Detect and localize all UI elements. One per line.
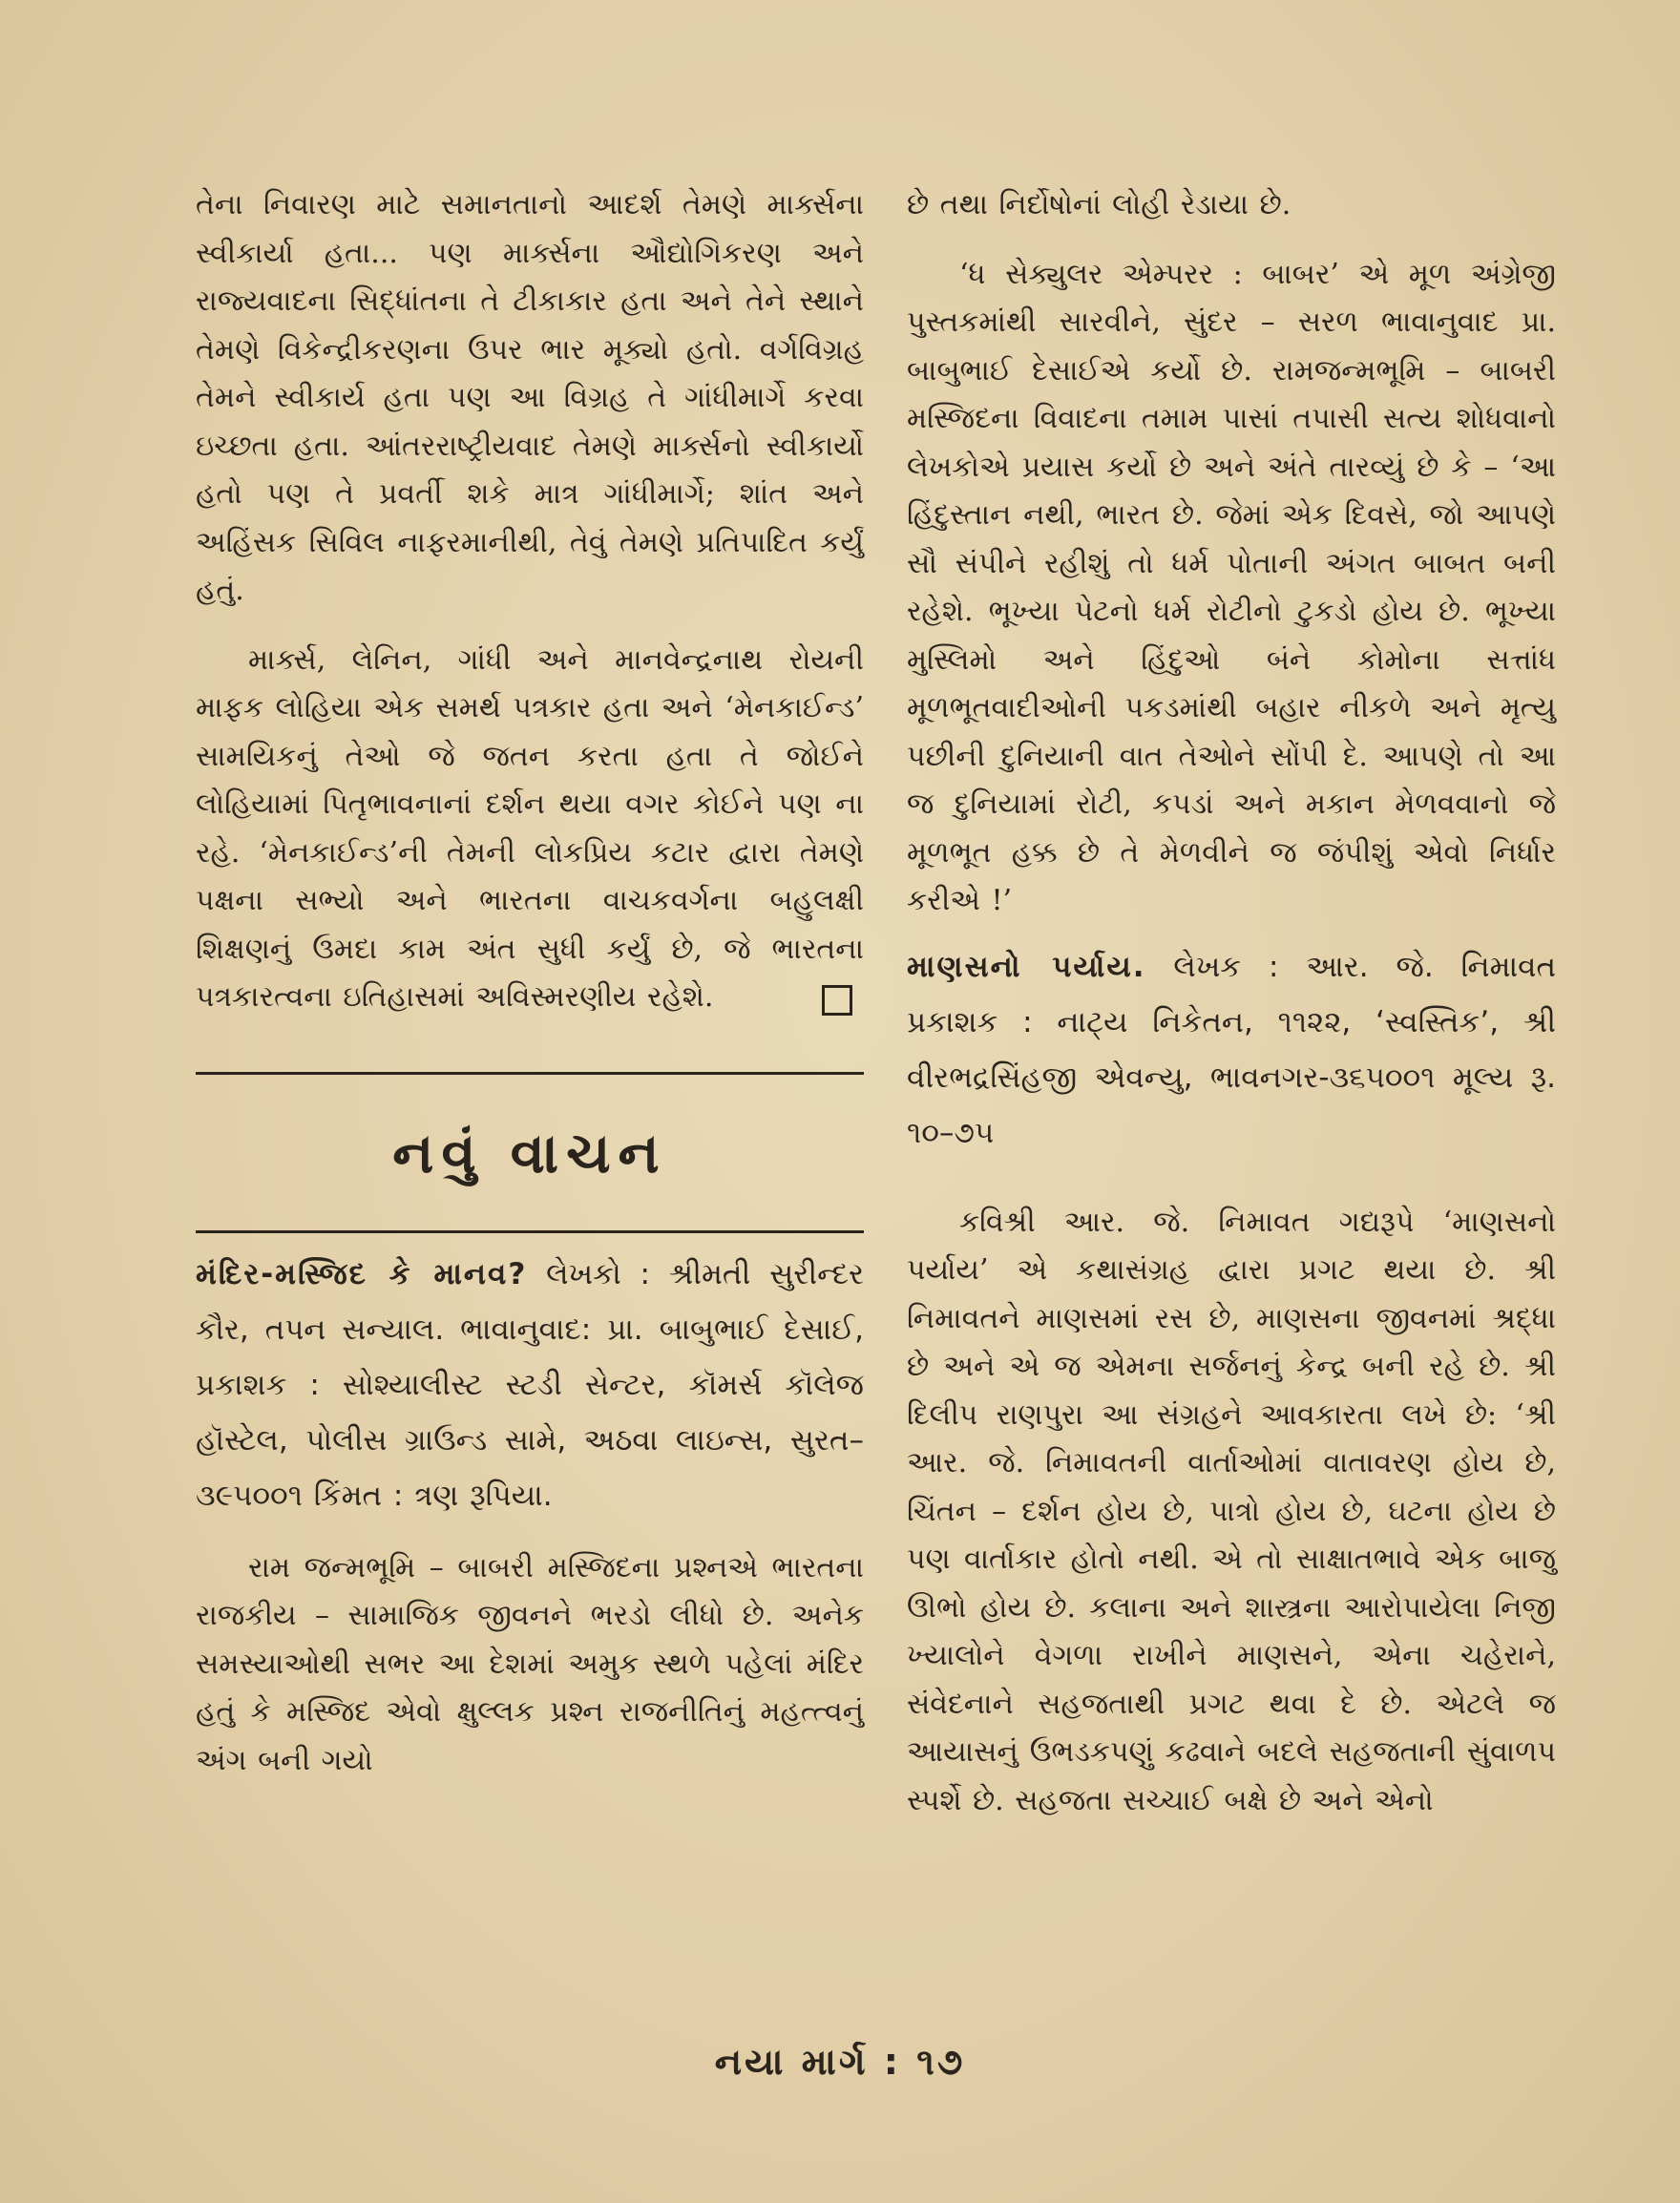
right-paragraph-1: છે તથા નિર્દોષોનાં લોહી રેડાયા છે.: [907, 188, 1292, 221]
left-paragraph-1: તેના નિવારણ માટે સમાનતાનો આદર્શ તેમણે માર્ક્સના સ્વીકાર્યા હતા... પણ માર્ક્સના ઔદ્યોગિકરણ અને રાજ્યવાદના સિદ્ધાંતના તે ટીકાકાર હતા અને તેને સ્થાને તેમણે વિકેન્દ્રીકરણના ઉપર ભાર મૂક્યો હતો. વર્ગવિગ્રહ તેમને સ્વીકાર્ય હતા પણ આ વિગ્રહ તે ગાંધીમાર્ગે કરવા ઇચ્છતા હતા. આંતરરાષ્ટ્રીયવાદ તેમણે માર્ક્સનો સ્વીકાર્યો હતો પણ તે પ્રવર્તી શકે માત્ર ગાંધીમાર્ગે; શાંત અને અહિંસક સિવિલ નાફરમાનીથી, તેવું તેમણે પ્રતિપાદિત કર્યું હતું.: [196, 188, 864, 607]
book-entry-2: [907, 939, 1556, 1161]
left-column: [196, 181, 864, 1785]
section-title: નવું વાચન: [392, 1120, 667, 1185]
end-of-article-mark: [822, 985, 852, 1016]
left-paragraph-3: રામ જન્મભૂમિ – બાબરી મસ્જિદના પ્રશ્નએ ભારતના રાજકીય – સામાજિક જીવનને ભરડો લીધો છે. અનેક સમસ્યાઓથી સભર આ દેશમાં અમુક સ્થળે પહેલાં મંદિર હતું કે મસ્જિદ એવો ક્ષુલ્લક પ્રશ્ન રાજનીતિનું મહત્ત્વનું અંગ બની ગયો: [196, 1550, 864, 1777]
book-2-title: માણસનો પર્યાય.: [907, 949, 1146, 984]
book-1-title: મંદિર-મસ્જિદ કે માનવ?: [196, 1256, 528, 1291]
right-paragraph-2: ‘ધ સેક્યુલર એમ્પરર : બાબર’ એ મૂળ અંગ્રેજી પુસ્તકમાંથી સારવીને, સુંદર – સરળ ભાવાનુવાદ પ્રા. બાબુભાઈ દેસાઈએ કર્યો છે. રામજન્મભૂમિ – બાબરી મસ્જિદના વિવાદના તમામ પાસાં તપાસી સત્ય શોધવાનો લેખકોએ પ્રયાસ કર્યો છે અને અંતે તારવ્યું છે કે – ‘આ હિંદુસ્તાન નથી, ભારત છે. જેમાં એક દિવસે, જો આપણે સૌ સંપીને રહીશું તો ધર્મ પોતાની અંગત બાબત બની રહેશે. ભૂખ્યા પેટનો ધર્મ રોટીનો ટુકડો હોય છે. ભૂખ્યા મુસ્લિમો અને હિંદુઓ બંને કોમોના સત્તાંધ મૂળભૂતવાદીઓની પકડમાંથી બહાર નીકળે અને મૃત્યુ પછીની દુનિયાની વાત તેઓને સોંપી દે. આપણે તો આ જ દુનિયામાં રોટી, કપડાં અને મકાન મેળવવાનો જે મૂળભૂત હક્ક છે તે મેળવીને જ જંપીશું એવો નિર્ધાર કરીએ !’: [907, 257, 1556, 917]
left-paragraph-2: [196, 637, 864, 1022]
book-entry-1: [196, 1247, 864, 1523]
right-paragraph-3: કવિશ્રી આર. જે. નિમાવત ગદ્યરૂપે ‘માણસનો પર્યાય’ એ કથાસંગ્રહ દ્વારા પ્રગટ થયા છે. શ્રી નિમાવતને માણસમાં રસ છે, માણસના જીવનમાં શ્રદ્ધા છે અને એ જ એમના સર્જનનું કેન્દ્ર બની રહે છે. શ્રી દિલીપ રાણપુરા આ સંગ્રહને આવકારતા લખે છે: ‘શ્રી આર. જે. નિમાવતની વાર્તાઓમાં વાતાવરણ હોય છે, ચિંતન – દર્શન હોય છે, પાત્રો હોય છે, ઘટના હોય છે પણ વાર્તાકાર હોતો નથી. એ તો સાક્ષાતભાવે એક બાજુ ઊભો હોય છે. કલાના અને શાસ્ત્રના આરોપાયેલા નિજી ખ્યાલોને વેગળા રાખીને માણસને, એના ચહેરાને, સંવેદનાને સહજતાથી પ્રગટ થવા દે છે. એટલે જ આયાસનું ઉભડકપણું કઢવાને બદલે સહજતાની સુંવાળપ સ્પર્શે છે. સહજતા સચ્ચાઈ બક્ષે છે અને એનો: [907, 1205, 1556, 1817]
book-1-details: લેખકો : શ્રીમતી સુરીન્દર કૌર, તપન સન્યાલ. ભાવાનુવાદ: પ્રા. બાબુભાઈ દેસાઈ, પ્રકાશક : સોશ્યાલીસ્ટ સ્ટડી સેન્ટર, કૉમર્સ કૉલેજ હૉસ્ટેલ, પોલીસ ગ્રાઉન્ડ સામે, અઠવા લાઇન્સ, સુરત–૩૯૫૦૦૧ કિંમત : ત્રણ રૂપિયા.: [196, 1256, 864, 1513]
section-rule-bottom: [196, 1230, 864, 1233]
section-rule-top: [196, 1072, 864, 1075]
book-2-details: લેખક : આર. જે. નિમાવત પ્રકાશક : નાટ્ય નિકેતન, ૧૧૨૨, ‘સ્વસ્તિક’, શ્રી વીરભદ્રસિંહજી એવન્યુ, ભાવનગર-૩૬૫૦૦૧ મૂલ્ય રૂ. ૧૦–૭૫: [907, 949, 1556, 1150]
left-paragraph-2-text: માર્ક્સ, લેનિન, ગાંધી અને માનવેન્દ્રનાથ રોયની માફક લોહિયા એક સમર્થ પત્રકાર હતા અને ‘મેનકાઈન્ડ’ સામયિકનું તેઓ જે જતન કરતા હતા તે જોઈને લોહિયામાં પિતૃભાવનાનાં દર્શન થયા વગર કોઈને પણ ના રહે. ‘મેનકાઈન્ડ’ની તેમની લોકપ્રિય કટાર દ્વારા તેમણે પક્ષના સભ્યો અને ભારતના વાચકવર્ગના બહુલક્ષી શિક્ષણનું ઉમદા કામ અંત સુધી કર્યું છે, જે ભારતના પત્રકારત્વના ઇતિહાસમાં અવિસ્મરણીય રહેશે.: [196, 642, 864, 1014]
right-column: [907, 181, 1556, 1825]
page-footer: નયા માર્ગ : ૧૭: [714, 2041, 966, 2083]
